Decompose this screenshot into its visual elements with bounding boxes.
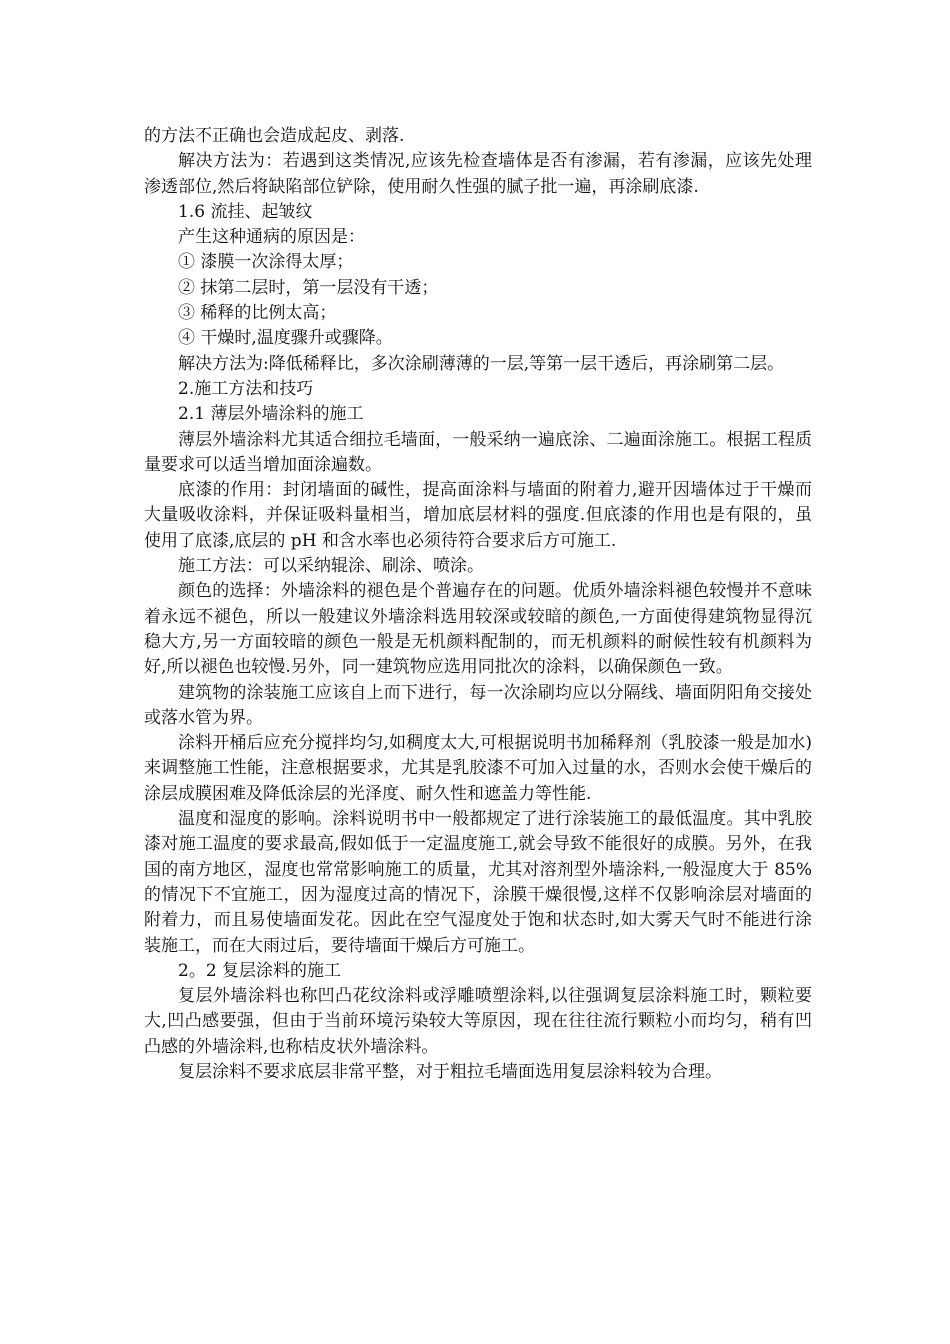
section-heading-2-1: 2.1 薄层外墙涂料的施工 xyxy=(178,404,364,425)
paragraph-multilayer-base: 复层涂料不要求底层非常平整，对于粗拉毛墙面选用复层涂料较为合理。 xyxy=(178,1061,722,1082)
paragraph-solution-2: 解决方法为:降低稀释比，多次涂刷薄薄的一层,等第一层干透后，再涂刷第二层。 xyxy=(178,353,785,374)
list-item-cause-4: ④ 干燥时,温度骤升或骤降。 xyxy=(178,328,393,349)
paragraph-cause-intro: 产生这种通病的原因是： xyxy=(178,227,365,248)
paragraph-application-method: 施工方法：可以采纳辊涂、刷涂、喷涂。 xyxy=(178,556,484,577)
paragraph-thin-coating: 薄层外墙涂料尤其适合细拉毛墙面，一般采纳一遍底涂、二遍面涂施工。根据工程质量要求可以适当增加面涂遍数。 xyxy=(144,429,812,475)
section-heading-2: 2.施工方法和技巧 xyxy=(178,378,314,399)
list-item-cause-3: ③ 稀释的比例太高； xyxy=(178,303,337,324)
paragraph-solution-1: 解决方法为：若遇到这类情况,应该先检查墙体是否有渗漏，若有渗漏，应该先处理渗透部位,然后将缺陷部位铲除，使用耐久性强的腻子批一遍，再涂刷底漆. xyxy=(144,151,812,197)
section-heading-2-2: 2。2 复层涂料的施工 xyxy=(178,960,342,981)
paragraph-continuation: 的方法不正确也会造成起皮、剥落. xyxy=(144,126,405,146)
paragraph-color-choice: 颜色的选择：外墙涂料的褪色是个普遍存在的问题。优质外墙涂料褪色较慢并不意味着永远不褪色，所以一般建议外墙涂料选用较深或较暗的颜色,一方面使得建筑物显得沉稳大方,另一方面较暗的颜色一般是无机颜料配制的，而无机颜料的耐候性较有机颜料为好,所以褪色也较慢.另外，同一建筑物应选用同批次的涂料，以确保颜色一致。 xyxy=(144,581,812,678)
paragraph-stirring: 涂料开桶后应充分搅拌均匀,如稠度太大,可根据说明书加稀释剂（乳胶漆一般是加水)来调整施工性能，注意根据要求，尤其是乳胶漆不可加入过量的水，否则水会使干燥后的涂层成膜困难及降低涂层的光泽度、耐久性和遮盖力等性能. xyxy=(144,733,812,804)
paragraph-temperature-humidity: 温度和湿度的影响。涂料说明书中一般都规定了进行涂装施工的最低温度。其中乳胶漆对施工温度的要求最高,假如低于一定温度施工,就会导致不能很好的成膜。另外，在我国的南方地区，湿度也常常影响施工的质量，尤其对溶剂型外墙涂料,一般湿度大于 85%的情况下不宜施工，因为湿度过高的情况下，涂膜干燥很慢,这样不仅影响涂层对墙面的附着力，而且易使墙面发花。因此在空气湿度处于饱和状态时,如大雾天气时不能进行涂装施工，而在大雨过后，要待墙面干燥后方可施工。 xyxy=(144,809,812,956)
section-heading-1-6: 1.6 流挂、起皱纹 xyxy=(178,201,313,222)
paragraph-multilayer-coating: 复层外墙涂料也称凹凸花纹涂料或浮雕喷塑涂料,以往强调复层涂料施工时，颗粒要大,凹凸感要强，但由于当前环境污染较大等原因，现在往往流行颗粒小而均匀，稍有凹凸感的外墙涂料,也称桔皮状外墙涂料。 xyxy=(144,986,812,1057)
list-item-cause-2: ② 抹第二层时，第一层没有干透； xyxy=(178,277,439,298)
list-item-cause-1: ① 漆膜一次涂得太厚； xyxy=(178,252,354,273)
paragraph-top-down: 建筑物的涂装施工应该自上而下进行，每一次涂刷均应以分隔线、墙面阴阳角交接处或落水管为界。 xyxy=(144,682,812,728)
paragraph-primer-role: 底漆的作用：封闭墙面的碱性，提高面涂料与墙面的附着力,避开因墙体过于干燥而大量吸收涂料，并保证吸料量相当，增加底层材料的强度.但底漆的作用也是有限的，虽使用了底漆,底层的 pH 和含水率也必须待符合要求后方可施工. xyxy=(144,480,812,551)
document-body xyxy=(144,124,812,1085)
